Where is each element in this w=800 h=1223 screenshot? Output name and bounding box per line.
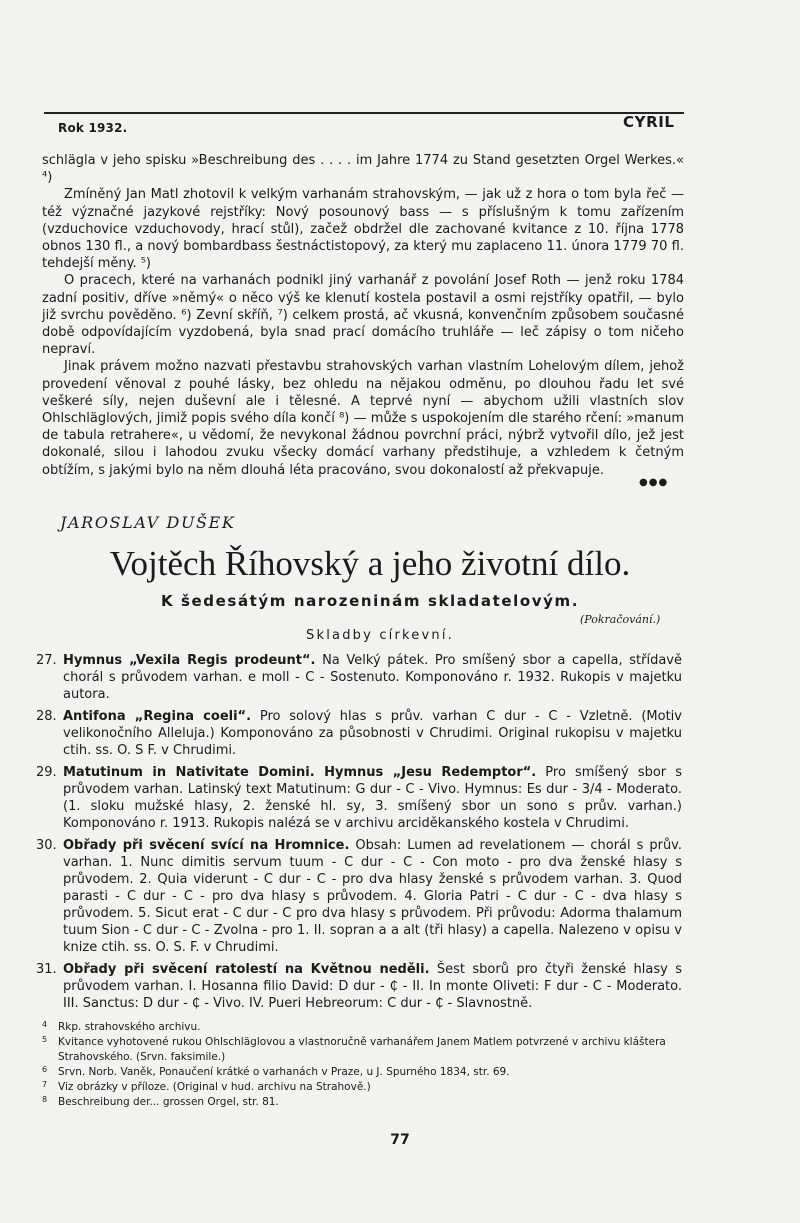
paragraph: Jinak právem možno nazvati přestavbu strahovských varhan vlastním Lohelovým dílem, jehož provedení věnoval z pouhé lásky, bez ohledu na nějakou odměnu, po dlouhou řadu let své veškeré síly, nejen duševní ale i tělesné. A teprvé nyní — abychom užili vlastních slov Ohlschläglových, jimiž popis svého díla končí ⁸) — může s uspokojením dle starého rčení: »manum de tabula retrahere«, u vědomí, že nevykonal žádnou povrchní práci, nýbrž vytvořil dílo, jež jest dokonalé, silou i lahodou zvuku všecky domácí varhany předstihuje, a vzhledem k četným obtížím, s jakými bylo na něm dlouhá léta pracováno, svou dokonalostí až překvapuje.: [42, 359, 684, 478]
work-description: Pro solový hlas s prův. varhan C dur - C - Vzletně. (Motiv velikonočního Alleluja.) Komponováno za působnosti v Chrudimi. Original rukopisu v majetku ctih. ss. O. S F. v Chrudimi.: [63, 709, 682, 758]
work-description: Šest sborů pro čtyři ženské hlasy s průvodem varhan. I. Hosanna filio David: D dur - ₵ - II. In monte Oliveti: F dur - C - Moderato. III. Sanctus: D dur - ₵ - Vivo. IV. Pueri Hebreorum: C dur - ₵ - Slavnostně.: [63, 962, 682, 1011]
list-item: [36, 837, 682, 956]
footnote-mark: 4: [42, 1020, 48, 1029]
work-title: Matutinum in Nativitate Domini. Hymnus „Jesu Redemptor“.: [63, 765, 537, 780]
footnote-text: Viz obrázky v příloze. (Original v hud. archivu na Strahově.): [58, 1081, 371, 1093]
footnote: [42, 1035, 682, 1065]
end-ornament: ●●●: [639, 477, 669, 488]
footnote-text: Rkp. strahovského archivu.: [58, 1021, 201, 1033]
header-journal-title: CYRIL: [623, 113, 675, 131]
work-title: Antifona „Regina coeli“.: [63, 709, 252, 724]
list-item: [36, 652, 682, 703]
work-number: 29.: [36, 765, 57, 780]
footnote-mark: 8: [42, 1095, 48, 1104]
work-number: 27.: [36, 653, 57, 668]
footnote-mark: 7: [42, 1080, 48, 1089]
work-title: Obřady při svěcení svící na Hromnice.: [63, 838, 350, 853]
section-heading: Skladby církevní.: [306, 628, 454, 643]
list-item: [36, 764, 682, 832]
header-rule: [44, 112, 684, 114]
work-number: 31.: [36, 962, 57, 977]
continuation-note: (Pokračování.): [580, 613, 661, 626]
footnote-text: Srvn. Norb. Vaněk, Ponaučení krátké o varhanách v Praze, u J. Spurného 1834, str. 69.: [58, 1066, 510, 1078]
header-year: Rok 1932.: [58, 121, 128, 135]
article-title: Vojtěch Říhovský a jeho životní dílo.: [109, 544, 631, 583]
footnote-text: Kvitance vyhotovené rukou Ohlschläglovou a vlastnoručně varhanářem Janem Matlem potvrzené v archivu kláštera Strahovského. (Srvn. faksimile.): [58, 1036, 666, 1063]
paragraph: Zmíněný Jan Matl zhotovil k velkým varhanám strahovským, — jak už z hora o tom byla řeč — též význačné jazykové rejstříky: Nový posounový bass — s příslušným k tomu zařízením (vzduchovice vzduchovody, hrací stůl), začež obdržel dle zachované kvitance z 10. října 1778 obnos 130 fl., a nový bombardbass šestnáctistopový, za který mu zaplaceno 11. února 1779 70 fl. tehdejší měny. ⁵): [42, 187, 684, 272]
article-subtitle: K šedesátým narozeninám skladatelovým.: [160, 592, 580, 610]
footnote: [42, 1065, 682, 1080]
work-description: Pro smíšený sbor s průvodem varhan. Latinský text Matutinum: G dur - C - Vivo. Hymnus: Es dur - 3/4 - Moderato. (1. sloku mužské hlasy, 2. ženské hl. sy, 3. smíšený sbor un sono s prův. varhan.) Komponováno r. 1913. Rukopis nalézá se v archivu arciděkanského kostela v Chrudimi.: [63, 765, 682, 831]
footnotes: [42, 1020, 682, 1110]
work-number: 28.: [36, 709, 57, 724]
footnote-text: Beschreibung der... grossen Orgel, str. 81.: [58, 1096, 279, 1108]
paragraph: schlägla v jeho spisku »Beschreibung des . . . . im Jahre 1774 zu Stand gesetzten Orgel Werkes.« ⁴): [42, 153, 684, 186]
work-description: Na Velký pátek. Pro smíšený sbor a capella, střídavě chorál s průvodem varhan. e moll - C - Sostenuto. Komponováno r. 1932. Rukopis v majetku autora.: [63, 653, 682, 702]
page-number: 77: [390, 1132, 410, 1148]
footnote: [42, 1020, 682, 1035]
works-list: [36, 652, 682, 1017]
list-item: [36, 961, 682, 1012]
work-description: Obsah: Lumen ad revelationem — chorál s prův. varhan. 1. Nunc dimitis servum tuum - C dur - C - Con moto - pro dva ženské hlasy s průvodem. 2. Quia viderunt - C dur - C - pro dva hlasy ženské s průvodem varhan. 3. Quod parasti - C dur - C - pro dva hlasy s průvodem. 4. Gloria Patri - C dur - C - dva hlasy s průvodem. 5. Sicut erat - C dur - C pro dva hlasy s průvodem. Při průvodu: Adorma thalamum tuum Sion - C dur - C - Zvolna - pro 1. II. sopran a a alt (tři hlasy) a capella. Nalezeno v opisu v knize ctih. ss. O. S. F. v Chrudimi.: [63, 838, 682, 955]
work-title: Obřady při svěcení ratolestí na Květnou neděli.: [63, 962, 430, 977]
footnote: [42, 1080, 682, 1095]
footnote-mark: 5: [42, 1035, 48, 1044]
article-author: JAROSLAV DUŠEK: [60, 513, 236, 532]
list-item: [36, 708, 682, 759]
article-continuation-text: [42, 152, 684, 479]
footnote-mark: 6: [42, 1065, 48, 1074]
work-title: Hymnus „Vexila Regis prodeunt“.: [63, 653, 316, 668]
work-number: 30.: [36, 838, 57, 853]
paragraph: O pracech, které na varhanách podnikl jiný varhanář z povolání Josef Roth — jenž roku 1784 zadní positiv, dříve »němý« o něco výš ke klenutí kostela postavil a osmi rejstříky opatřil, — bylo již svrchu pověděno. ⁶) Zevní skříň, ⁷) celkem prostá, ač vkusná, konvenčním způsobem současné době odpovídajícím vyzdobená, byla snad prací domácího truhláře — leč zápisy o tom ničeho nepraví.: [42, 273, 684, 358]
footnote: [42, 1095, 682, 1110]
